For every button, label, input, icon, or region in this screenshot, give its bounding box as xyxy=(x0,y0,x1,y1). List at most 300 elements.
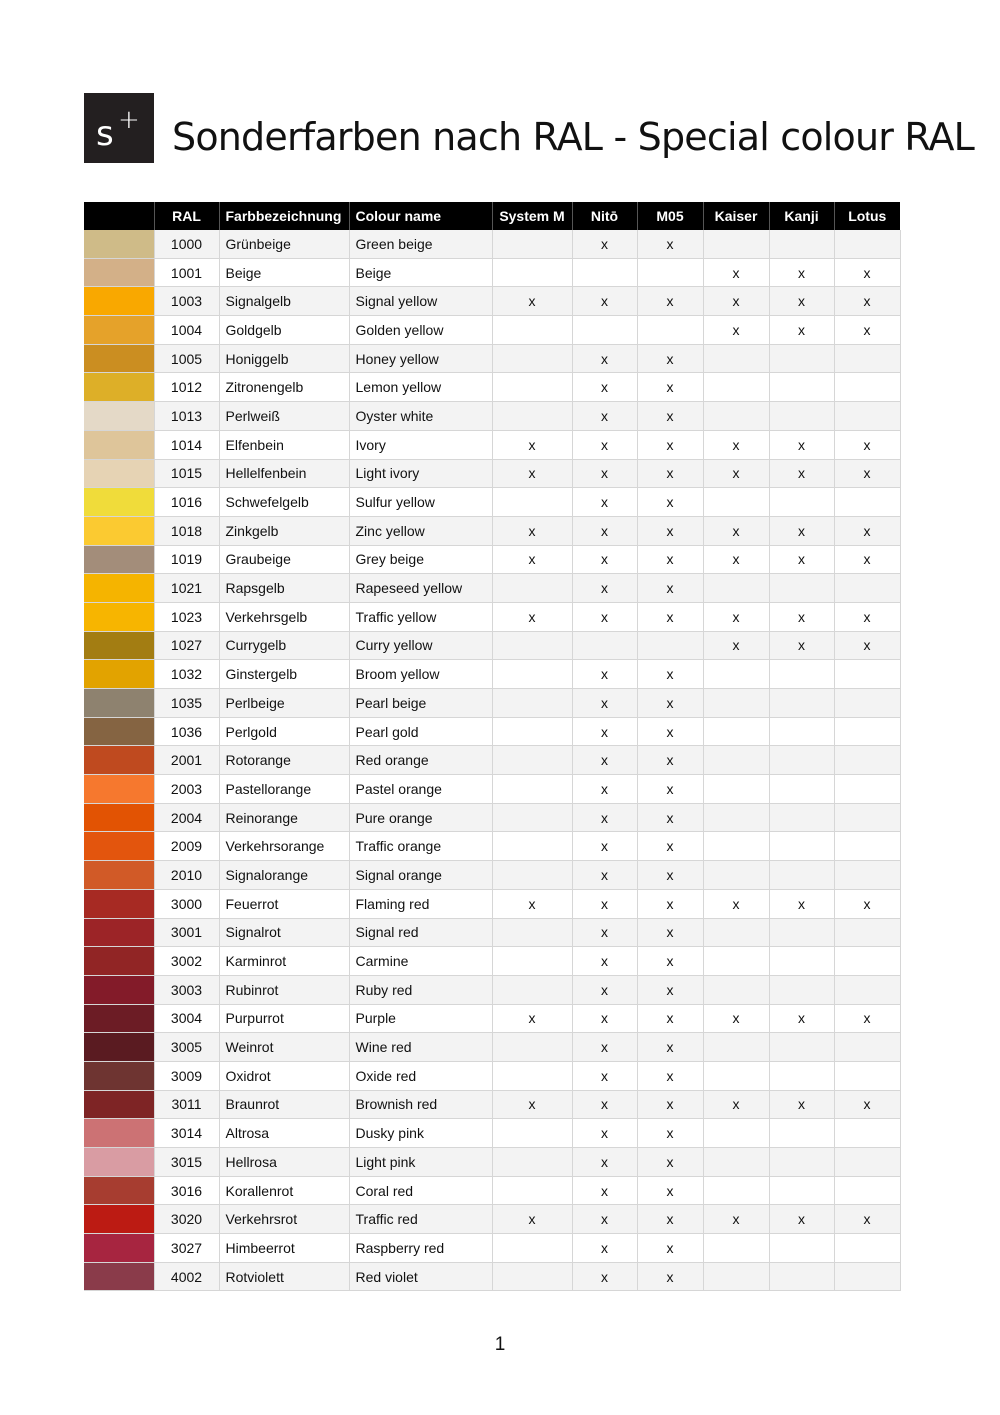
table-row xyxy=(84,660,900,689)
english-name: Broom yellow xyxy=(349,660,492,689)
english-name: Light pink xyxy=(349,1148,492,1177)
kaiser-mark: x xyxy=(703,316,769,345)
ral-code: 1021 xyxy=(154,574,219,603)
logo-letter: s xyxy=(96,114,114,154)
english-name: Flaming red xyxy=(349,889,492,918)
english-name: Dusky pink xyxy=(349,1119,492,1148)
lotus-mark: x xyxy=(834,459,900,488)
kanji-mark: x xyxy=(769,516,834,545)
german-name: Rotorange xyxy=(219,746,349,775)
colour-swatch xyxy=(84,1119,154,1148)
kaiser-mark xyxy=(703,832,769,861)
nito-mark: x xyxy=(572,574,637,603)
lotus-mark xyxy=(834,402,900,431)
lotus-mark: x xyxy=(834,1205,900,1234)
english-name: Signal orange xyxy=(349,861,492,890)
lotus-mark xyxy=(834,1262,900,1291)
table-row xyxy=(84,545,900,574)
table-row xyxy=(84,516,900,545)
nito-mark: x xyxy=(572,660,637,689)
table-row xyxy=(84,717,900,746)
english-name: Pure orange xyxy=(349,803,492,832)
system-m-mark xyxy=(492,1148,572,1177)
brand-logo xyxy=(84,93,154,163)
german-name: Signalgelb xyxy=(219,287,349,316)
table-row xyxy=(84,889,900,918)
kanji-mark: x xyxy=(769,1205,834,1234)
m05-mark: x xyxy=(637,602,703,631)
system-m-mark xyxy=(492,1033,572,1062)
header-farbbezeichnung: Farbbezeichnung xyxy=(219,202,349,230)
german-name: Graubeige xyxy=(219,545,349,574)
nito-mark: x xyxy=(572,488,637,517)
english-name: Zinc yellow xyxy=(349,516,492,545)
kanji-mark xyxy=(769,1262,834,1291)
lotus-mark xyxy=(834,975,900,1004)
nito-mark: x xyxy=(572,861,637,890)
header-kaiser: Kaiser xyxy=(703,202,769,230)
system-m-mark xyxy=(492,402,572,431)
nito-mark: x xyxy=(572,287,637,316)
kaiser-mark xyxy=(703,373,769,402)
colour-swatch xyxy=(84,602,154,631)
ral-code: 1014 xyxy=(154,430,219,459)
colour-swatch xyxy=(84,430,154,459)
ral-code: 3011 xyxy=(154,1090,219,1119)
page-title: Sonderfarben nach RAL - Special colour RAL xyxy=(172,115,975,159)
ral-code: 1005 xyxy=(154,344,219,373)
english-name: Oyster white xyxy=(349,402,492,431)
system-m-mark xyxy=(492,660,572,689)
m05-mark: x xyxy=(637,488,703,517)
kanji-mark xyxy=(769,947,834,976)
kanji-mark: x xyxy=(769,459,834,488)
english-name: Honey yellow xyxy=(349,344,492,373)
ral-code: 1027 xyxy=(154,631,219,660)
english-name: Oxide red xyxy=(349,1061,492,1090)
german-name: Honiggelb xyxy=(219,344,349,373)
german-name: Goldgelb xyxy=(219,316,349,345)
kanji-mark xyxy=(769,373,834,402)
m05-mark: x xyxy=(637,430,703,459)
header-lotus: Lotus xyxy=(834,202,900,230)
m05-mark xyxy=(637,258,703,287)
table-row xyxy=(84,287,900,316)
system-m-mark: x xyxy=(492,602,572,631)
lotus-mark: x xyxy=(834,545,900,574)
lotus-mark xyxy=(834,373,900,402)
kaiser-mark: x xyxy=(703,258,769,287)
english-name: Traffic red xyxy=(349,1205,492,1234)
table-row xyxy=(84,1004,900,1033)
m05-mark: x xyxy=(637,1205,703,1234)
nito-mark: x xyxy=(572,545,637,574)
nito-mark: x xyxy=(572,373,637,402)
nito-mark: x xyxy=(572,1205,637,1234)
kaiser-mark: x xyxy=(703,516,769,545)
german-name: Oxidrot xyxy=(219,1061,349,1090)
english-name: Pearl beige xyxy=(349,689,492,718)
ral-code: 3005 xyxy=(154,1033,219,1062)
header-system-m: System M xyxy=(492,202,572,230)
nito-mark: x xyxy=(572,1234,637,1263)
lotus-mark: x xyxy=(834,258,900,287)
page-number: 1 xyxy=(494,1334,506,1355)
ral-code: 2003 xyxy=(154,775,219,804)
kaiser-mark: x xyxy=(703,430,769,459)
m05-mark: x xyxy=(637,1119,703,1148)
english-name: Sulfur yellow xyxy=(349,488,492,517)
colour-swatch xyxy=(84,258,154,287)
kaiser-mark: x xyxy=(703,1205,769,1234)
nito-mark: x xyxy=(572,1090,637,1119)
ral-code: 3016 xyxy=(154,1176,219,1205)
system-m-mark: x xyxy=(492,1205,572,1234)
nito-mark: x xyxy=(572,1262,637,1291)
english-name: Green beige xyxy=(349,230,492,258)
header-colour-name: Colour name xyxy=(349,202,492,230)
german-name: Karminrot xyxy=(219,947,349,976)
kaiser-mark xyxy=(703,1262,769,1291)
m05-mark: x xyxy=(637,660,703,689)
ral-code: 1015 xyxy=(154,459,219,488)
nito-mark: x xyxy=(572,947,637,976)
table-row xyxy=(84,602,900,631)
header-m05: M05 xyxy=(637,202,703,230)
kaiser-mark xyxy=(703,402,769,431)
colour-swatch xyxy=(84,717,154,746)
system-m-mark xyxy=(492,574,572,603)
german-name: Zitronengelb xyxy=(219,373,349,402)
lotus-mark: x xyxy=(834,602,900,631)
kanji-mark xyxy=(769,1234,834,1263)
system-m-mark xyxy=(492,1176,572,1205)
english-name: Grey beige xyxy=(349,545,492,574)
m05-mark: x xyxy=(637,344,703,373)
nito-mark xyxy=(572,258,637,287)
table-row xyxy=(84,258,900,287)
m05-mark xyxy=(637,316,703,345)
colour-swatch xyxy=(84,1176,154,1205)
english-name: Golden yellow xyxy=(349,316,492,345)
kaiser-mark: x xyxy=(703,545,769,574)
nito-mark xyxy=(572,316,637,345)
kaiser-mark: x xyxy=(703,459,769,488)
english-name: Light ivory xyxy=(349,459,492,488)
ral-code: 2009 xyxy=(154,832,219,861)
lotus-mark xyxy=(834,574,900,603)
table-row xyxy=(84,459,900,488)
ral-code: 3009 xyxy=(154,1061,219,1090)
lotus-mark xyxy=(834,1176,900,1205)
system-m-mark: x xyxy=(492,459,572,488)
m05-mark: x xyxy=(637,1148,703,1177)
system-m-mark xyxy=(492,344,572,373)
english-name: Carmine xyxy=(349,947,492,976)
ral-code: 2001 xyxy=(154,746,219,775)
m05-mark: x xyxy=(637,574,703,603)
system-m-mark xyxy=(492,1119,572,1148)
system-m-mark xyxy=(492,775,572,804)
kaiser-mark xyxy=(703,803,769,832)
german-name: Signalrot xyxy=(219,918,349,947)
kanji-mark xyxy=(769,344,834,373)
m05-mark: x xyxy=(637,1061,703,1090)
colour-swatch xyxy=(84,1205,154,1234)
system-m-mark xyxy=(492,947,572,976)
m05-mark: x xyxy=(637,373,703,402)
lotus-mark xyxy=(834,230,900,258)
lotus-mark xyxy=(834,746,900,775)
kanji-mark: x xyxy=(769,430,834,459)
table-row xyxy=(84,918,900,947)
nito-mark: x xyxy=(572,1119,637,1148)
system-m-mark xyxy=(492,1061,572,1090)
nito-mark: x xyxy=(572,230,637,258)
colour-swatch xyxy=(84,545,154,574)
colour-swatch xyxy=(84,459,154,488)
kaiser-mark xyxy=(703,947,769,976)
table-row xyxy=(84,1090,900,1119)
system-m-mark xyxy=(492,861,572,890)
german-name: Altrosa xyxy=(219,1119,349,1148)
german-name: Verkehrsorange xyxy=(219,832,349,861)
system-m-mark xyxy=(492,717,572,746)
kaiser-mark xyxy=(703,230,769,258)
colour-swatch xyxy=(84,516,154,545)
lotus-mark xyxy=(834,803,900,832)
kaiser-mark: x xyxy=(703,287,769,316)
ral-code: 1035 xyxy=(154,689,219,718)
m05-mark: x xyxy=(637,775,703,804)
m05-mark: x xyxy=(637,717,703,746)
kanji-mark: x xyxy=(769,316,834,345)
ral-code: 1023 xyxy=(154,602,219,631)
colour-swatch xyxy=(84,316,154,345)
lotus-mark xyxy=(834,344,900,373)
table-row xyxy=(84,832,900,861)
m05-mark: x xyxy=(637,889,703,918)
english-name: Pastel orange xyxy=(349,775,492,804)
system-m-mark: x xyxy=(492,516,572,545)
lotus-mark: x xyxy=(834,516,900,545)
m05-mark: x xyxy=(637,1176,703,1205)
system-m-mark xyxy=(492,832,572,861)
colour-swatch xyxy=(84,832,154,861)
kaiser-mark xyxy=(703,861,769,890)
english-name: Ruby red xyxy=(349,975,492,1004)
english-name: Beige xyxy=(349,258,492,287)
table-row xyxy=(84,1061,900,1090)
kaiser-mark: x xyxy=(703,1090,769,1119)
ral-code: 1001 xyxy=(154,258,219,287)
german-name: Ginstergelb xyxy=(219,660,349,689)
nito-mark: x xyxy=(572,602,637,631)
german-name: Rapsgelb xyxy=(219,574,349,603)
m05-mark xyxy=(637,631,703,660)
table-row xyxy=(84,861,900,890)
nito-mark: x xyxy=(572,889,637,918)
kanji-mark xyxy=(769,574,834,603)
kaiser-mark: x xyxy=(703,889,769,918)
table-row xyxy=(84,975,900,1004)
nito-mark: x xyxy=(572,746,637,775)
table-row xyxy=(84,1033,900,1062)
kanji-mark xyxy=(769,1033,834,1062)
german-name: Currygelb xyxy=(219,631,349,660)
lotus-mark: x xyxy=(834,316,900,345)
system-m-mark xyxy=(492,1262,572,1291)
kaiser-mark xyxy=(703,975,769,1004)
colour-swatch xyxy=(84,631,154,660)
lotus-mark: x xyxy=(834,889,900,918)
english-name: Purple xyxy=(349,1004,492,1033)
nito-mark: x xyxy=(572,775,637,804)
english-name: Signal red xyxy=(349,918,492,947)
nito-mark: x xyxy=(572,1004,637,1033)
m05-mark: x xyxy=(637,803,703,832)
header-swatch xyxy=(84,202,154,230)
nito-mark: x xyxy=(572,1148,637,1177)
m05-mark: x xyxy=(637,832,703,861)
system-m-mark xyxy=(492,488,572,517)
lotus-mark xyxy=(834,689,900,718)
german-name: Hellelfenbein xyxy=(219,459,349,488)
kaiser-mark xyxy=(703,660,769,689)
header-nito: Nitō xyxy=(572,202,637,230)
lotus-mark xyxy=(834,1033,900,1062)
colour-swatch xyxy=(84,689,154,718)
ral-code: 3014 xyxy=(154,1119,219,1148)
german-name: Verkehrsrot xyxy=(219,1205,349,1234)
m05-mark: x xyxy=(637,1090,703,1119)
table-row xyxy=(84,1205,900,1234)
german-name: Himbeerrot xyxy=(219,1234,349,1263)
nito-mark: x xyxy=(572,717,637,746)
kaiser-mark xyxy=(703,775,769,804)
system-m-mark xyxy=(492,373,572,402)
table-row xyxy=(84,344,900,373)
colour-swatch xyxy=(84,975,154,1004)
german-name: Pastellorange xyxy=(219,775,349,804)
nito-mark: x xyxy=(572,1033,637,1062)
german-name: Zinkgelb xyxy=(219,516,349,545)
system-m-mark xyxy=(492,258,572,287)
lotus-mark xyxy=(834,717,900,746)
kanji-mark xyxy=(769,1119,834,1148)
table-row xyxy=(84,373,900,402)
kanji-mark xyxy=(769,832,834,861)
ral-code: 3027 xyxy=(154,1234,219,1263)
kanji-mark: x xyxy=(769,287,834,316)
table-row xyxy=(84,1148,900,1177)
colour-swatch xyxy=(84,775,154,804)
colour-swatch xyxy=(84,488,154,517)
ral-code: 1036 xyxy=(154,717,219,746)
ral-colour-table xyxy=(84,202,901,1291)
m05-mark: x xyxy=(637,746,703,775)
m05-mark: x xyxy=(637,947,703,976)
english-name: Brownish red xyxy=(349,1090,492,1119)
ral-code: 3020 xyxy=(154,1205,219,1234)
kaiser-mark xyxy=(703,344,769,373)
logo-plus-icon: + xyxy=(118,105,140,135)
colour-swatch xyxy=(84,1090,154,1119)
english-name: Raspberry red xyxy=(349,1234,492,1263)
header-kanji: Kanji xyxy=(769,202,834,230)
m05-mark: x xyxy=(637,861,703,890)
kanji-mark xyxy=(769,660,834,689)
english-name: Red orange xyxy=(349,746,492,775)
m05-mark: x xyxy=(637,516,703,545)
german-name: Korallenrot xyxy=(219,1176,349,1205)
kaiser-mark: x xyxy=(703,1004,769,1033)
kanji-mark: x xyxy=(769,258,834,287)
lotus-mark xyxy=(834,1119,900,1148)
ral-code: 1016 xyxy=(154,488,219,517)
ral-code: 3003 xyxy=(154,975,219,1004)
lotus-mark: x xyxy=(834,1090,900,1119)
english-name: Curry yellow xyxy=(349,631,492,660)
kanji-mark xyxy=(769,1061,834,1090)
ral-code: 1003 xyxy=(154,287,219,316)
kaiser-mark xyxy=(703,488,769,517)
kaiser-mark xyxy=(703,689,769,718)
kanji-mark xyxy=(769,689,834,718)
system-m-mark xyxy=(492,689,572,718)
kanji-mark: x xyxy=(769,602,834,631)
kanji-mark: x xyxy=(769,631,834,660)
table-header-row xyxy=(84,202,900,230)
colour-swatch xyxy=(84,1262,154,1291)
kaiser-mark xyxy=(703,1119,769,1148)
kanji-mark: x xyxy=(769,889,834,918)
kanji-mark xyxy=(769,717,834,746)
nito-mark: x xyxy=(572,516,637,545)
german-name: Reinorange xyxy=(219,803,349,832)
german-name: Beige xyxy=(219,258,349,287)
system-m-mark xyxy=(492,316,572,345)
kanji-mark xyxy=(769,1148,834,1177)
kanji-mark xyxy=(769,975,834,1004)
colour-swatch xyxy=(84,402,154,431)
system-m-mark xyxy=(492,1234,572,1263)
kaiser-mark xyxy=(703,574,769,603)
nito-mark xyxy=(572,631,637,660)
m05-mark: x xyxy=(637,918,703,947)
table-row xyxy=(84,1176,900,1205)
lotus-mark xyxy=(834,775,900,804)
nito-mark: x xyxy=(572,1061,637,1090)
german-name: Perlgold xyxy=(219,717,349,746)
ral-code: 1004 xyxy=(154,316,219,345)
table-row xyxy=(84,689,900,718)
ral-code: 1012 xyxy=(154,373,219,402)
colour-swatch xyxy=(84,660,154,689)
system-m-mark xyxy=(492,975,572,1004)
english-name: Lemon yellow xyxy=(349,373,492,402)
system-m-mark: x xyxy=(492,545,572,574)
ral-code: 1000 xyxy=(154,230,219,258)
system-m-mark xyxy=(492,631,572,660)
system-m-mark xyxy=(492,918,572,947)
colour-swatch xyxy=(84,803,154,832)
table-row xyxy=(84,430,900,459)
nito-mark: x xyxy=(572,975,637,1004)
m05-mark: x xyxy=(637,459,703,488)
colour-swatch xyxy=(84,230,154,258)
table-row xyxy=(84,488,900,517)
